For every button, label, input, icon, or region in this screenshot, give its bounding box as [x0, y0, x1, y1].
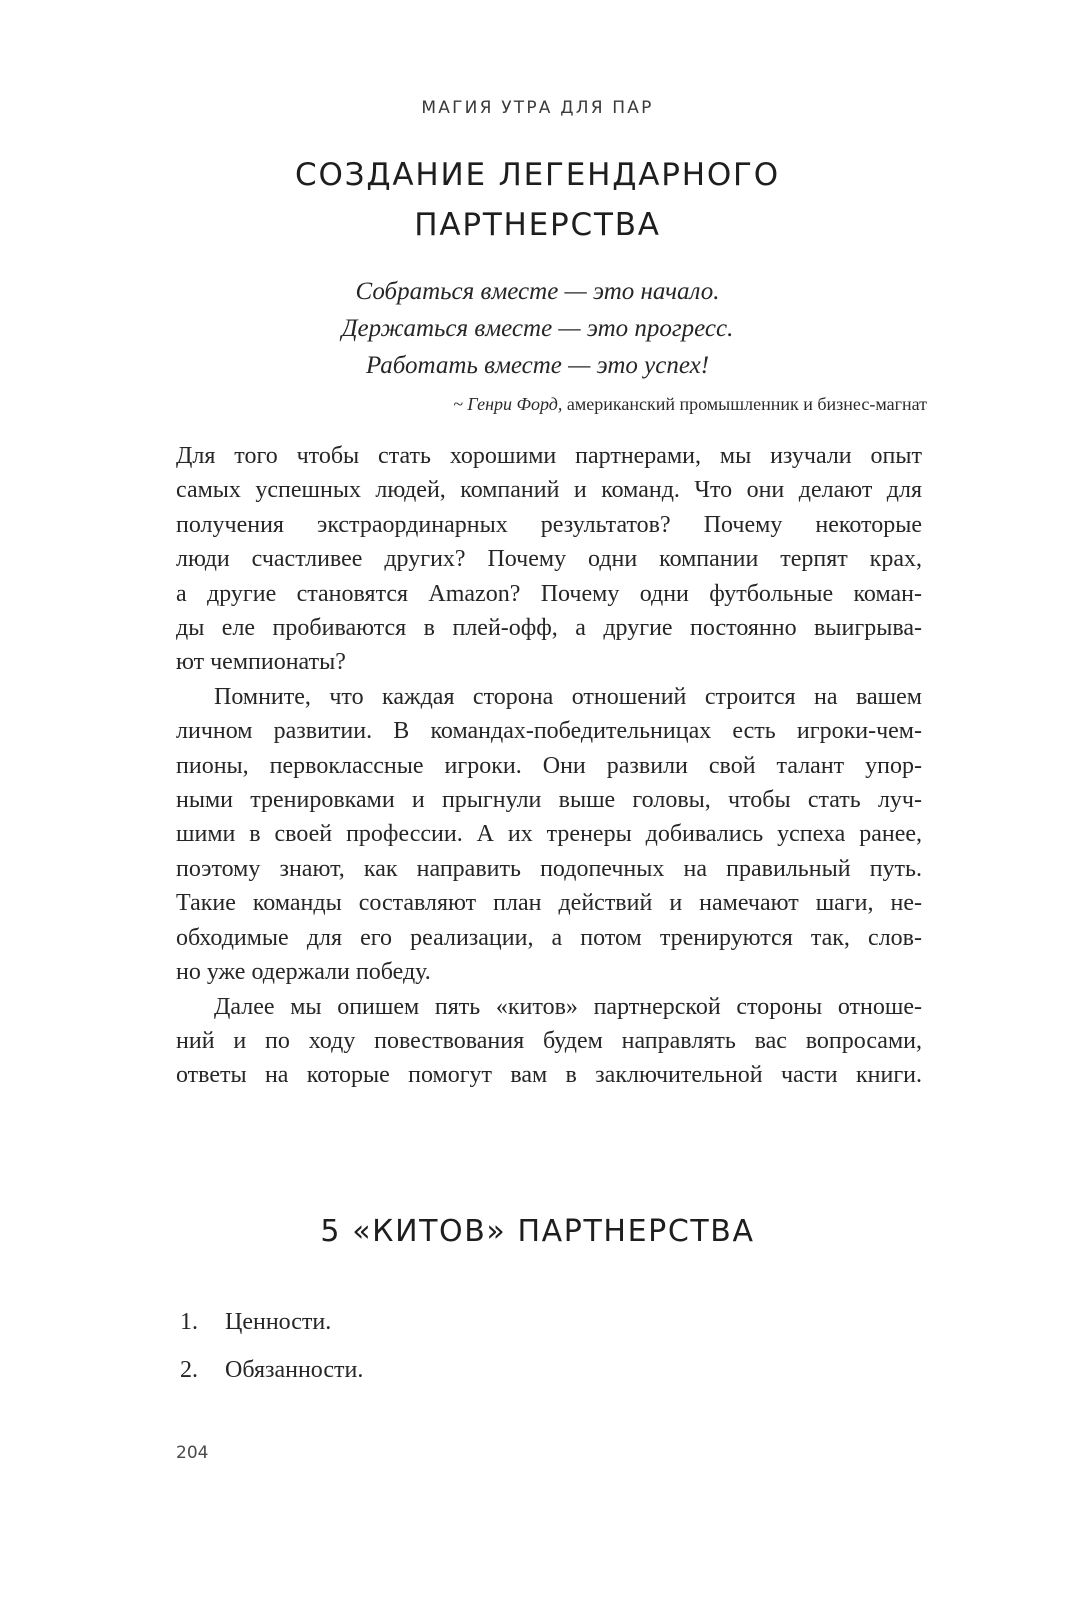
- body-line: поэтому знают, как направить подопечных на правильный путь.: [176, 855, 922, 882]
- body-line: ды еле пробиваются в плей-офф, а другие постоянно выигрыва-: [176, 615, 922, 642]
- body-line: получения экстраординарных результатов? Почему некоторые: [176, 511, 922, 538]
- epigraph-author-description: американский промышленник и бизнес-магнат: [562, 394, 927, 414]
- body-line: Далее мы опишем пять «китов» партнерской стороны отноше-: [214, 993, 922, 1020]
- running-header: МАГИЯ УТРА ДЛЯ ПАР: [421, 98, 654, 118]
- body-line: Для того чтобы стать хорошими партнерами, мы изучали опыт: [176, 443, 922, 469]
- page-number: 204: [176, 1443, 209, 1463]
- epigraph-line-3: Работать вместе — это успех!: [365, 352, 710, 379]
- body-line: обходимые для его реализации, а потом тренируются так, слов-: [176, 924, 922, 951]
- chapter-title-line-2: ПАРТНЕРСТВА: [414, 207, 661, 243]
- epigraph-attribution: [453, 394, 927, 415]
- body-line: но уже одержали победу.: [176, 959, 431, 986]
- epigraph-author: ~ Генри Форд,: [453, 394, 563, 414]
- body-line: пионы, первоклассные игроки. Они развили свой талант упор-: [176, 752, 922, 779]
- body-line: самых успешных людей, компаний и команд. Что они делают для: [176, 477, 922, 504]
- body-line: Помните, что каждая сторона отношений строится на вашем: [214, 683, 922, 710]
- body-line: ными тренировками и прыгнули выше головы, чтобы стать луч-: [176, 787, 922, 814]
- body-text: [176, 439, 922, 1093]
- body-line: Такие команды составляют план действий и намечают шаги, не-: [176, 890, 922, 917]
- list-item: [180, 1309, 363, 1357]
- body-line: а другие становятся Amazon? Почему одни футбольные коман-: [176, 580, 922, 607]
- chapter-title-line-1: СОЗДАНИЕ ЛЕГЕНДАРНОГО: [295, 157, 780, 193]
- body-line: ний и по ходу повествования будем направлять вас вопросами,: [176, 1027, 922, 1054]
- epigraph: [0, 273, 1075, 384]
- list-item: [180, 1357, 363, 1405]
- body-line: личном развитии. В командах-победительницах есть игроки-чем-: [176, 718, 922, 745]
- list-item-text: Обязанности.: [225, 1357, 364, 1383]
- list-item-number: 1.: [180, 1309, 198, 1335]
- body-line: ют чемпионаты?: [176, 649, 346, 676]
- body-line: люди счастливее других? Почему одни компании терпят крах,: [176, 546, 922, 573]
- epigraph-line-1: Собраться вместе — это начало.: [355, 278, 720, 305]
- body-line: шими в своей профессии. А их тренеры добивались успеха ранее,: [176, 821, 922, 848]
- epigraph-line-2: Держаться вместе — это прогресс.: [341, 315, 734, 342]
- chapter-title: [0, 150, 1075, 250]
- numbered-list: [180, 1309, 363, 1405]
- body-line: ответы на которые помогут вам в заключительной части книги.: [176, 1062, 922, 1089]
- list-item-number: 2.: [180, 1357, 198, 1383]
- list-item-text: Ценности.: [225, 1309, 332, 1335]
- section-title: 5 «КИТОВ» ПАРТНЕРСТВА: [320, 1214, 755, 1249]
